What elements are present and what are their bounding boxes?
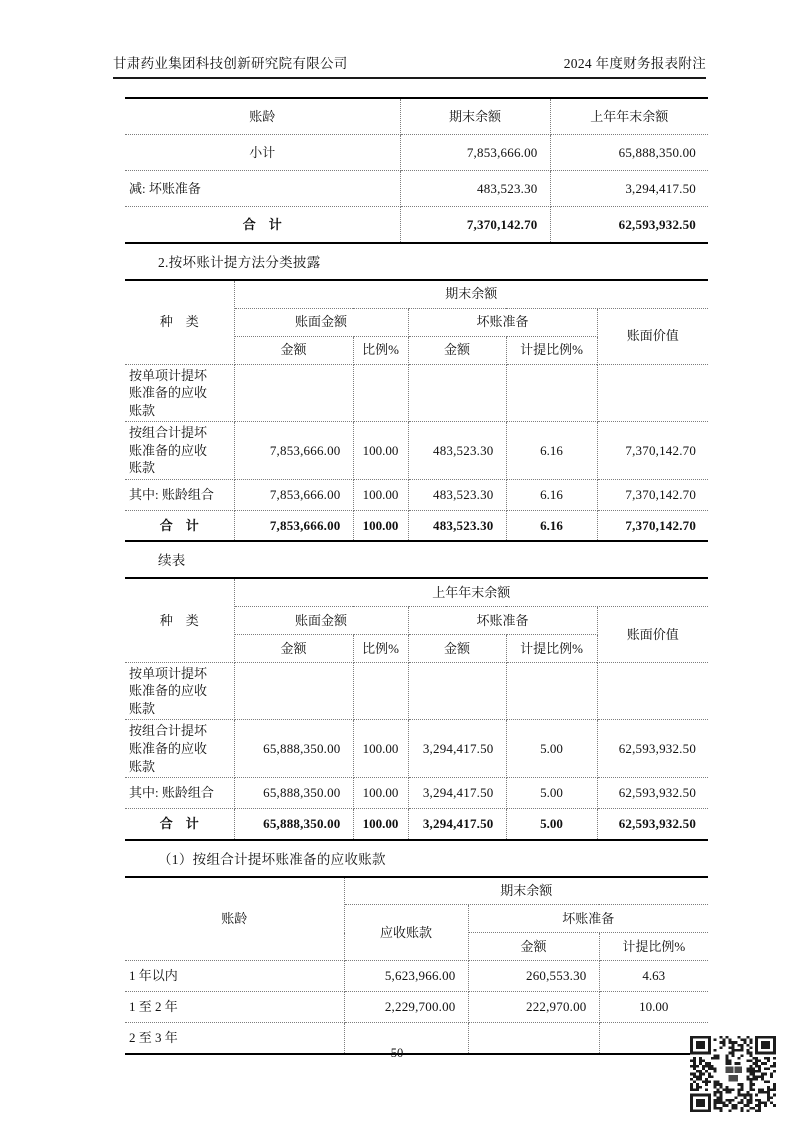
cell-bd-amount: 3,294,417.50 — [408, 809, 506, 840]
col-header-bad-debt-provision: 坏账准备 — [408, 606, 597, 634]
cell-closing: 7,370,142.70 — [400, 207, 550, 244]
cell-provision-ratio: 6.16 — [506, 422, 597, 480]
col-header-provision-ratio: 计提比例% — [599, 933, 708, 961]
table-row — [125, 961, 708, 992]
page-number: 50 — [390, 1046, 404, 1060]
col-header-ratio: 比例% — [353, 336, 408, 364]
table-row — [125, 720, 708, 778]
cell-closing: 483,523.30 — [400, 171, 550, 207]
cell-ratio: 100.00 — [353, 422, 408, 480]
cell-book-value: 62,593,932.50 — [597, 778, 708, 809]
qr-code — [690, 1036, 776, 1112]
bad-debt-method-table-current — [125, 279, 708, 542]
cell-label: 合 计 — [125, 809, 234, 840]
cell-book-value: 62,593,932.50 — [597, 809, 708, 840]
col-header-book-amount: 账面金额 — [234, 308, 408, 336]
cell-ratio: 100.00 — [353, 778, 408, 809]
cell-book-value: 7,370,142.70 — [597, 510, 708, 541]
cell-label: 合 计 — [125, 207, 400, 244]
cell-label: 2 至 3 年 — [125, 1023, 344, 1054]
col-header-book-amount: 账面金额 — [234, 606, 408, 634]
cell-ratio: 100.00 — [353, 479, 408, 510]
table-row — [125, 422, 708, 480]
cell-ratio: 100.00 — [353, 510, 408, 541]
page-content — [125, 97, 708, 1055]
cell-ratio: 100.00 — [353, 809, 408, 840]
cell-provision-ratio: 6.16 — [506, 510, 597, 541]
cell-prior: 62,593,932.50 — [550, 207, 708, 244]
cell-ratio — [353, 364, 408, 422]
section-heading-method-disclosure: 2.按坏账计提方法分类披露 — [158, 255, 321, 270]
cell-provision-ratio: 4.63 — [599, 961, 708, 992]
company-name: 甘肃药业集团科技创新研究院有限公司 — [113, 56, 348, 71]
cell-label: 按单项计提坏账准备的应收账款 — [125, 662, 234, 720]
cell-ratio — [353, 662, 408, 720]
col-header-amount: 金额 — [234, 336, 353, 364]
col-header-provision-ratio: 计提比例% — [506, 634, 597, 662]
cell-label: 按组合计提坏账准备的应收账款 — [125, 720, 234, 778]
table-row — [125, 992, 708, 1023]
page-footer — [0, 1046, 794, 1061]
cell-book-value: 7,370,142.70 — [597, 479, 708, 510]
table-row — [125, 171, 708, 207]
cell-amount: 260,553.30 — [468, 961, 599, 992]
col-header-bad-debt-provision: 坏账准备 — [408, 308, 597, 336]
cell-closing: 7,853,666.00 — [400, 135, 550, 171]
col-header-bd-amount: 金额 — [408, 634, 506, 662]
cell-prior: 3,294,417.50 — [550, 171, 708, 207]
cell-ratio: 100.00 — [353, 720, 408, 778]
table-header-row — [125, 98, 708, 135]
cell-book-value — [597, 662, 708, 720]
table-header-row — [125, 578, 708, 606]
document-header — [113, 52, 706, 79]
cell-label: 小计 — [125, 135, 400, 171]
col-header-aging: 账龄 — [125, 877, 344, 961]
cell-bd-amount: 483,523.30 — [408, 479, 506, 510]
col-header-period: 期末余额 — [344, 877, 708, 905]
col-header-bd-amount: 金额 — [408, 336, 506, 364]
col-header-bad-debt-provision: 坏账准备 — [468, 905, 708, 933]
cell-receivable: 5,623,966.00 — [344, 961, 468, 992]
col-header-amount: 金额 — [468, 933, 599, 961]
table-header-row — [125, 280, 708, 308]
table-total-row — [125, 207, 708, 244]
cell-provision-ratio: 5.00 — [506, 809, 597, 840]
col-header-provision-ratio: 计提比例% — [506, 336, 597, 364]
document-title: 2024 年度财务报表附注 — [563, 56, 706, 71]
cell-bd-amount — [408, 662, 506, 720]
cell-amount: 222,970.00 — [468, 992, 599, 1023]
col-header-category: 种 类 — [125, 280, 234, 364]
aging-group-provision-table — [125, 876, 708, 1055]
cell-book-value: 62,593,932.50 — [597, 720, 708, 778]
cell-amount: 65,888,350.00 — [234, 720, 353, 778]
cell-bd-amount: 483,523.30 — [408, 422, 506, 480]
cell-bd-amount — [408, 364, 506, 422]
cell-provision-ratio: 5.00 — [506, 720, 597, 778]
cell-label: 合 计 — [125, 510, 234, 541]
cell-receivable: 2,229,700.00 — [344, 992, 468, 1023]
col-header-period: 上年年末余额 — [234, 578, 708, 606]
col-header-aging: 账龄 — [125, 98, 400, 135]
table-total-row — [125, 809, 708, 840]
table-header-row — [125, 877, 708, 905]
cell-amount: 65,888,350.00 — [234, 809, 353, 840]
cell-label: 按组合计提坏账准备的应收账款 — [125, 422, 234, 480]
cell-book-value — [597, 364, 708, 422]
cell-bd-amount: 3,294,417.50 — [408, 778, 506, 809]
col-header-receivable: 应收账款 — [344, 905, 468, 961]
cell-amount: 7,853,666.00 — [234, 422, 353, 480]
aging-balance-summary-table — [125, 97, 708, 244]
col-header-amount: 金额 — [234, 634, 353, 662]
continued-table-label: 续表 — [158, 553, 186, 569]
cell-label: 按单项计提坏账准备的应收账款 — [125, 364, 234, 422]
col-header-book-value: 账面价值 — [597, 606, 708, 662]
cell-label: 1 年以内 — [125, 961, 344, 992]
cell-label: 减: 坏账准备 — [125, 171, 400, 207]
cell-provision-ratio — [506, 662, 597, 720]
table-row — [125, 662, 708, 720]
cell-provision-ratio: 5.00 — [506, 778, 597, 809]
cell-book-value: 7,370,142.70 — [597, 422, 708, 480]
col-header-category: 种 类 — [125, 578, 234, 662]
cell-bd-amount: 3,294,417.50 — [408, 720, 506, 778]
cell-label: 其中: 账龄组合 — [125, 479, 234, 510]
table-row — [125, 778, 708, 809]
cell-amount: 7,853,666.00 — [234, 510, 353, 541]
col-header-book-value: 账面价值 — [597, 308, 708, 364]
cell-amount: 65,888,350.00 — [234, 778, 353, 809]
cell-label: 1 至 2 年 — [125, 992, 344, 1023]
col-header-ratio: 比例% — [353, 634, 408, 662]
cell-bd-amount: 483,523.30 — [408, 510, 506, 541]
cell-provision-ratio: 6.16 — [506, 479, 597, 510]
table-row — [125, 479, 708, 510]
col-header-prior-year-balance: 上年年末余额 — [550, 98, 708, 135]
table-row — [125, 135, 708, 171]
col-header-period: 期末余额 — [234, 280, 708, 308]
cell-amount — [234, 364, 353, 422]
cell-prior: 65,888,350.00 — [550, 135, 708, 171]
cell-amount — [234, 662, 353, 720]
bad-debt-method-table-prior — [125, 577, 708, 840]
cell-label: 其中: 账龄组合 — [125, 778, 234, 809]
cell-provision-ratio — [506, 364, 597, 422]
col-header-closing-balance: 期末余额 — [400, 98, 550, 135]
cell-provision-ratio: 10.00 — [599, 992, 708, 1023]
cell-amount: 7,853,666.00 — [234, 479, 353, 510]
subsection-heading-group-provision: （1）按组合计提坏账准备的应收账款 — [158, 851, 386, 867]
table-row — [125, 364, 708, 422]
table-total-row — [125, 510, 708, 541]
